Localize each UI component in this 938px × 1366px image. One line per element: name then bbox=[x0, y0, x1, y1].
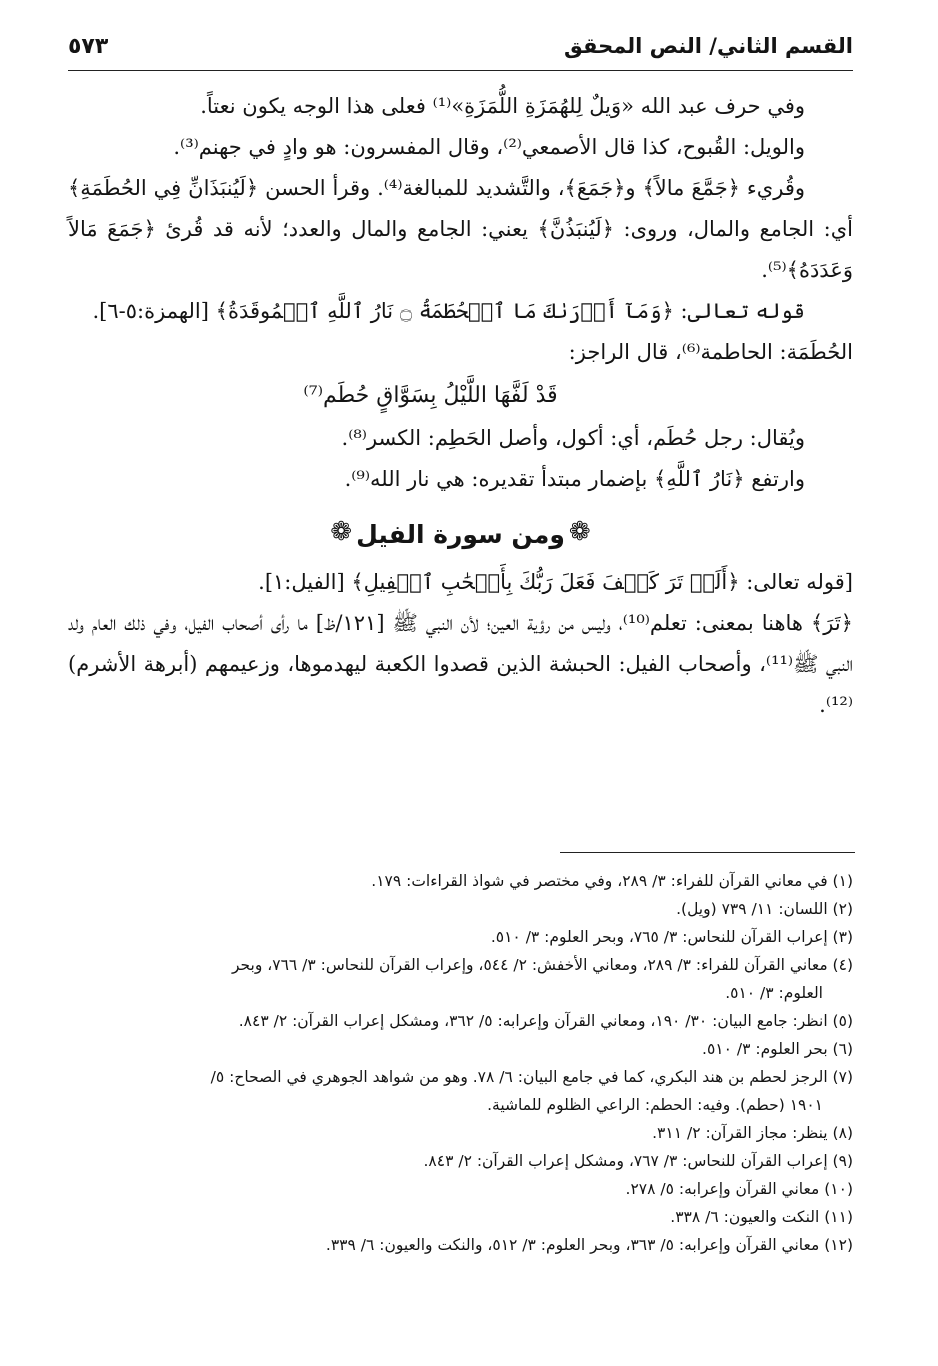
main-text bbox=[68, 86, 853, 726]
paragraph-6: ويُقال: رجل حُطَم، أي: أكول، وأصل الحَطِم: الكسر⁽⁸⁾. bbox=[341, 426, 805, 450]
ornament-right-icon: ❁ bbox=[568, 516, 591, 547]
ornament-left-icon: ❁ bbox=[330, 516, 353, 547]
surah-heading-title: ومن سورة الفيل bbox=[356, 519, 565, 549]
footnote-12: (١٢) معاني القرآن وإعرابه: ٥/ ٣٦٣، وبحر العلوم: ٣/ ٥١٢، والنكت والعيون: ٦/ ٣٣٩. bbox=[325, 1236, 853, 1254]
paragraph-7: وارتفع ﴿نَارُ ٱللَّهِ﴾ بإضمار مبتدأ تقديره: هي نار الله⁽⁹⁾. bbox=[344, 467, 805, 491]
footnote-7-continued: ١٩٠١ (حطم). وفيه: الحطم: الراعي الظلوم للماشية. bbox=[487, 1096, 823, 1114]
paragraph-5: الحُطَمَة: الحاطمة⁽⁶⁾، قال الراجز: bbox=[568, 340, 853, 364]
footnote-3: (٣) إعراب القرآن للنحاس: ٣/ ٧٦٥، وبحر العلوم: ٣/ ٥١٠. bbox=[490, 928, 853, 946]
running-title: القسم الثاني/ النص المحقق bbox=[564, 34, 853, 58]
paragraph-9: ﴿تَرَ﴾ هاهنا بمعنى: تعلم⁽¹⁰⁾، وليس من رؤية العين؛ لأن النبي ﷺ [١٢١/ظ] ما رأى أصحاب الفيل، وفي ذلك العام ولد النبي ﷺ⁽¹¹⁾، وأصحاب الفيل: الحبشة الذين قصدوا الكعبة ليهدموها، وزعيمهم (أبرهة الأشرم)⁽¹²⁾. bbox=[68, 611, 853, 717]
footnote-6: (٦) بحر العلوم: ٣/ ٥١٠. bbox=[702, 1040, 853, 1058]
footnote-7: (٧) الرجز لحطم بن هند البكري، كما في جامع البيان: ٦/ ٧٨. وهو من شواهد الجوهري في الصحاح: ٥/ bbox=[210, 1068, 853, 1086]
page-header bbox=[68, 30, 853, 71]
paragraph-4: قوله تعالى: ﴿وَمَآ أَدۡرَىٰكَ مَا ٱلۡحُطَمَةُ ۝ نَارُ ٱللَّهِ ٱلۡمُوقَدَةُ﴾ [الهمزة:٥-٦]. bbox=[92, 299, 805, 323]
page-number: ٥٧٣ bbox=[68, 34, 109, 59]
footnote-10: (١٠) معاني القرآن وإعرابه: ٥/ ٢٧٨. bbox=[625, 1180, 853, 1198]
footnote-9: (٩) إعراب القرآن للنحاس: ٣/ ٧٦٧، ومشكل إعراب القرآن: ٢/ ٨٤٣. bbox=[423, 1152, 853, 1170]
paragraph-8: [قوله تعالى: ﴿أَلَمۡ تَرَ كَيۡفَ فَعَلَ رَبُّكَ بِأَصۡحَٰبِ ٱلۡفِيلِ﴾ [الفيل:١]. bbox=[258, 570, 853, 594]
footnote-separator bbox=[560, 852, 855, 853]
paragraph-3: وقُريء ﴿جَمَّعَ مالاً﴾ و﴿جَمَعَ﴾، والتَّشديد للمبالغة⁽⁴⁾. وقرأ الحسن ﴿لَيُنبَذَانِّ فِي الحُطَمَةِ﴾ أي: الجامع والمال، وروى: ﴿لَيُنبَذُنَّ﴾ يعني: الجامع والمال والعدد؛ لأنه قد قُرئ ﴿جَمَعَ مَالاً وَعَدَدَهُ﴾⁽⁵⁾. bbox=[68, 176, 853, 282]
surah-heading bbox=[68, 510, 853, 558]
paragraph-2: والويل: القُبوح، كذا قال الأصمعي⁽²⁾، وقال المفسرون: هو وادٍ في جهنم⁽³⁾. bbox=[173, 135, 805, 159]
footnote-8: (٨) ينظر: مجاز القرآن: ٢/ ٣١١. bbox=[652, 1124, 853, 1142]
paragraph-1: وفي حرف عبد الله «وَيلٌ لِلهُمَزَةِ اللُّمَزَةِ»⁽¹⁾ فعلى هذا الوجه يكون نعتاً. bbox=[200, 94, 805, 118]
footnote-11: (١١) النكت والعيون: ٦/ ٣٣٨. bbox=[670, 1208, 853, 1226]
footnote-5: (٥) انظر: جامع البيان: ٣٠/ ١٩٠، ومعاني القرآن وإعرابه: ٥/ ٣٦٢، ومشكل إعراب القرآن: ٢/ ٨٤٣. bbox=[238, 1012, 853, 1030]
footnote-4-continued: العلوم: ٣/ ٥١٠. bbox=[725, 984, 823, 1002]
footnote-2: (٢) اللسان: ١١/ ٧٣٩ (ويل). bbox=[676, 900, 853, 918]
footnote-4: (٤) معاني القرآن للفراء: ٣/ ٢٨٩، ومعاني الأخفش: ٢/ ٥٤٤، وإعراب القرآن للنحاس: ٣/ ٧٦٦، وبحر bbox=[231, 956, 853, 974]
footnotes bbox=[80, 867, 853, 1259]
footnote-1: (١) في معاني القرآن للفراء: ٣/ ٢٨٩، وفي مختصر في شواذ القراءات: ١٧٩. bbox=[371, 872, 853, 890]
poetry-verse: قَدْ لَفَّهَا اللَّيْلُ بِسَوَّاقٍ حُطَم⁽⁷⁾ bbox=[303, 383, 558, 408]
